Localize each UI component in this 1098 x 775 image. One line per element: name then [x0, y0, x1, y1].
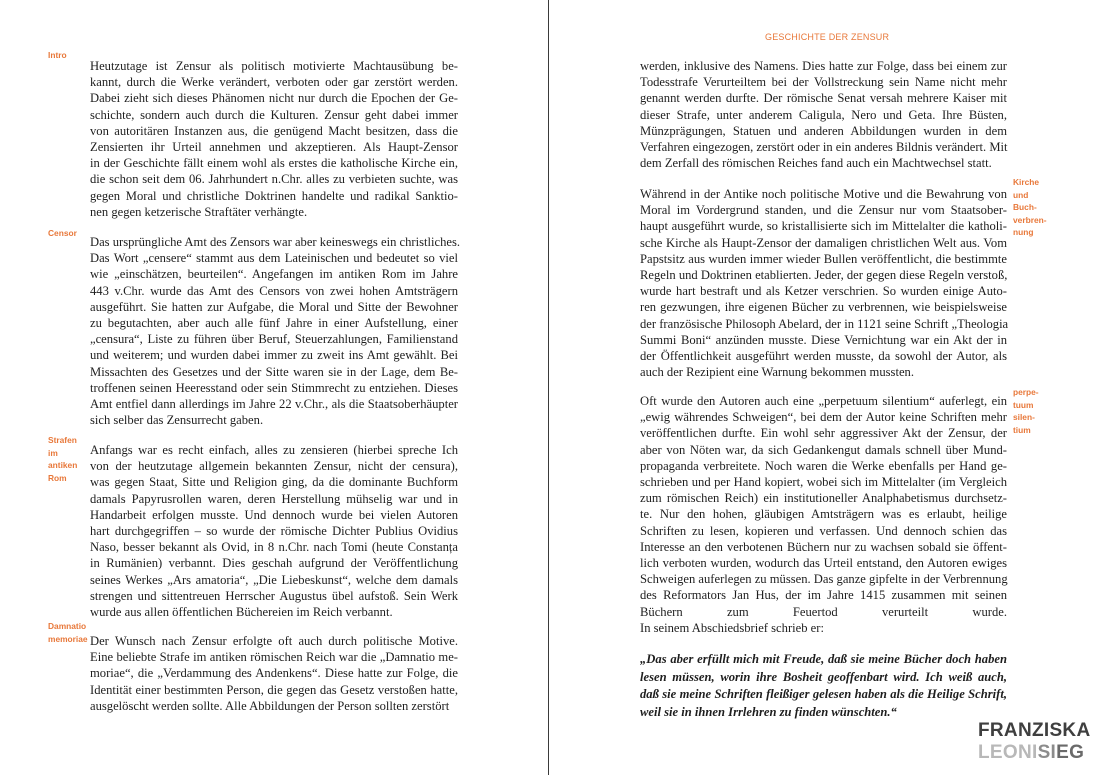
- text-line: sche Kirche als Haupt-Zensor der damaligen christlichen Welt aus. Vom: [640, 235, 1007, 250]
- right-page: [550, 0, 1098, 775]
- text-line: der Öffentlichkeit ausgeführt werden musste, da sowohl der Autor, als: [640, 349, 1007, 364]
- text-line: und weiterem; und wurden dabei immer zu zweit ins Amt gewählt. Bei: [90, 348, 458, 363]
- text-line: werden, inklusive des Namens. Dies hatte zur Folge, dass bei einem zur: [640, 59, 1007, 73]
- paragraph-damnatio: [90, 633, 458, 714]
- text-line: Schriften zu lesen, kopieren und verfassen. Und dennoch schien das: [640, 523, 1007, 538]
- text-line: des Reformators Jan Hus, der im Jahre 1415 zusammen mit seinen: [640, 588, 1007, 603]
- text-line: hart durchgegriffen – so wurde der römische Dichter Publius Ovidius: [90, 524, 458, 539]
- text-line: 443 v.Chr. wurde das Amt des Censors von zwei hohen Amtsträgern: [90, 283, 458, 298]
- text-line: Naso, besser bekannt als Ovid, in 8 n.Chr. nach Tomi (heute Constanța: [90, 540, 458, 555]
- margin-label-line: verbren-: [1013, 214, 1047, 225]
- text-line: dem Zerfall des römischen Reiches fand auch ein Machtwechsel statt.: [640, 156, 992, 171]
- text-line: kannt, durch die Werke verändert, verboten oder gar zerstört werden.: [90, 75, 458, 90]
- paragraph-censor: [90, 234, 461, 428]
- text-line: wurde hart bestraft und als Ketzer verschrien. So wurden einige Auto-: [640, 284, 1007, 299]
- margin-label-line: perpe-: [1013, 387, 1039, 397]
- text-line: Heutzutage ist Zensur als politisch motivierte Machtausübung be-: [90, 59, 458, 73]
- quote-line: lesen müssen, worin ihre Bosheit geoffenbart wird. Ich weiß auch,: [640, 669, 1007, 684]
- logo-last-name: LEONISIEG: [978, 742, 1085, 763]
- text-line: strengen und sittentreuen Herrscher Augustus übel aufstoß. Sein Werk: [90, 588, 458, 603]
- text-line: aber von Nöten war, da sich Gedankengut damals schnell über Mund-: [640, 442, 1007, 457]
- text-line: „ewig währendes Schweigen“, bei dem der Autor keine Schriften mehr: [640, 410, 1007, 425]
- text-line: schichte, sondern auch durch die Kulturen. Zensur geht dabei immer: [90, 107, 458, 122]
- margin-label-line: Rom: [48, 472, 67, 483]
- text-line: Büchern zum Feuertod verurteilt wurde.: [640, 604, 1007, 619]
- text-line: Oft wurde den Autoren auch eine „perpetuum silentium“ auferlegt, ein: [640, 394, 1007, 408]
- text-line: Schweigen auferlegen zu müssen. Das ganze gipfelte in der Verbrennung: [640, 572, 1008, 587]
- text-line: genannt werden durfte. Der römische Senat versah mehrere Kaiser mit: [640, 91, 1007, 106]
- margin-label-strafen: [48, 434, 92, 484]
- text-line: haupt ausgeführt wurde, so kristallisierte sich im Mittelalter die katholi-: [640, 219, 1007, 234]
- margin-label-line: Censor: [48, 228, 77, 238]
- text-line: propaganda verbreitete. Noch waren die Werke ebenfalls per Hand ge-: [640, 458, 1007, 473]
- text-line: der französische Philosoph Abelard, der in 1121 seine Schrift „Theologia: [640, 316, 1009, 331]
- margin-label-line: tium: [1013, 424, 1031, 435]
- paragraph-intro: [90, 58, 458, 220]
- margin-label-censor: [48, 227, 92, 240]
- text-line: in der Geschichte fällt einem wohl als erstes die katholische Kirche ein,: [90, 156, 458, 171]
- text-line: In seinem Abschiedsbrief schrieb er:: [640, 620, 824, 635]
- text-line: Das ursprüngliche Amt des Zensors war aber keineswegs ein christliches.: [90, 235, 461, 249]
- text-line: nen gegen ketzerische Straftäter verhängte.: [90, 204, 308, 219]
- text-line: die schon seit dem 06. Jahrhundert n.Chr. alles zu verbieten suchte, was: [90, 172, 458, 187]
- text-line: dieser Strafe, unter anderem Caligula, Nero und Geta. Ihre Büsten,: [640, 107, 1007, 122]
- text-line: Münzprägungen, Statuen und anderen Abbildungen wurden in dem: [640, 123, 1007, 138]
- margin-label-line: antiken: [48, 460, 78, 471]
- text-line: Während in der Antike noch politische Motive und die Bewahrung von: [640, 187, 1007, 201]
- text-line: Der Wunsch nach Zensur erfolgte oft auch durch politische Motive.: [90, 634, 458, 648]
- margin-label-line: Kirche: [1013, 177, 1040, 187]
- margin-label-line: Strafen: [48, 435, 77, 445]
- logo-first-name: FRANZISKA: [978, 720, 1091, 741]
- text-line: ren gezwungen, ihre eigenen Bücher zu verbrennen, wie beispielsweise: [640, 300, 1007, 315]
- text-line: Anfangs war es recht einfach, alles zu zensieren (hierbei spreche Ich: [90, 443, 458, 457]
- text-line: Das Wort „censere“ stammt aus dem Lateinischen und bedeutet so viel: [90, 251, 458, 266]
- text-line: Papstsitz aus wurden immer wieder Bullen veröffentlicht, die bestimmte: [640, 251, 1007, 266]
- text-line: damals Papyrusrollen waren, deren Herstellung mühselig war und in: [90, 491, 458, 506]
- text-line: te. Nur den hohen, gläubigen Amtsträgern was es erlaubt, heilige: [640, 507, 1007, 522]
- quote-line: weil sie in ihnen Irrlehren zu finden wünschten.“: [640, 704, 897, 719]
- text-line: zu begutachten, aber auch alle fünf Jahre in einer Aufstellung, einer: [90, 316, 458, 331]
- margin-label-line: Damnatio: [48, 621, 87, 631]
- text-line: lich verboten wurden, wodurch das Urteil entstand, den Autoren ewiges: [640, 556, 1007, 571]
- paragraph-strafen: [90, 442, 458, 620]
- text-line: ausgelöscht werden sollte. Alle Abbildungen der Person sollten zerstört: [90, 698, 450, 713]
- margin-label-line: Buch-: [1013, 202, 1037, 213]
- text-line: Zensierten ihr Urteil annehmen und akzeptieren. Als Haupt-Zensor: [90, 140, 458, 155]
- quote-line: „Das aber erfüllt mich mit Freude, daß sie meine Bücher doch haben: [640, 652, 1007, 666]
- paragraph-perpetuum: [640, 393, 1007, 636]
- text-line: ausgeführt. Sie hatten zur Aufgabe, die Moral und Sitte der Bewohner: [90, 299, 458, 314]
- hus-quote: [640, 651, 1007, 721]
- text-line: Summi Boni“ anzünden musste. Diese Vernichtung war ein Akt der in: [640, 332, 1007, 347]
- margin-label-line: memoriae: [48, 633, 88, 644]
- margin-label-intro: [48, 49, 92, 62]
- margin-label-damnatio: [48, 620, 92, 645]
- text-line: „censura“, Liste zu führen über Beruf, Steuerzahlungen, Familienstand: [90, 332, 458, 347]
- text-line: von der heutzutage allgemein bekannten Zensur, nicht der censura),: [90, 459, 458, 474]
- text-line: schrieben und per Hand kopiert, wobei sich im Mittelalter (im Vergleich: [640, 475, 1007, 490]
- text-line: veröffentlichen durfte. Ein wohl sehr aggressiver Akt der Zensur, der: [640, 426, 1007, 441]
- text-line: seines Werkes „Ars amatoria“, „Die Liebeskunst“, welche dem damals: [90, 572, 458, 587]
- margin-label-line: Intro: [48, 50, 67, 60]
- margin-label-perpetuum: [1013, 386, 1057, 436]
- text-line: Handarbeit erfolgen musste. Und dennoch wurde bei vielen Autoren: [90, 507, 458, 522]
- text-line: gegen Moral und christliche Doktrinen handelte und radikal Sanktio-: [90, 188, 458, 203]
- text-line: Eine beliebte Strafe im antiken römischen Reich war die „Damnatio me-: [90, 650, 458, 665]
- text-line: Missachten des Gesetzes und der Sitte waren sie in der Lage, dem Be-: [90, 364, 458, 379]
- margin-label-line: silen-: [1013, 412, 1035, 423]
- text-line: in Rumänien) verbannt. Dies geschah aufgrund der Veröffentlichung: [90, 556, 458, 571]
- text-line: Interesse an den verbotenen Büchern nur zu wachsen sobald sie öffent-: [640, 539, 1007, 554]
- text-line: Identität einer bestimmten Person, die gegen das Gesetz verstoßen hatte,: [90, 682, 458, 697]
- text-line: Verfahren eingezogen, zerstört oder in ein anderes Bildnis verändert. Mit: [640, 140, 1008, 155]
- text-line: Regeln und Doktrinen etablierten. Jeder, der gegen diese Regeln verstoß,: [640, 268, 1008, 283]
- text-line: wurde aus allen öffentlichen Büchereien im Reich verbannt.: [90, 605, 393, 620]
- text-line: sich selber das Zensurrecht gaben.: [90, 413, 264, 428]
- text-line: troffenen seinen Heeresstand oder sein Stimmrecht zu entziehen. Dieses: [90, 380, 458, 395]
- paragraph-continuation: [640, 58, 1007, 171]
- text-line: Amt entfiel dann allerdings im Jahre 22 v.Chr., als die Staatsoberhäupter: [90, 397, 458, 412]
- text-line: Dabei zieht sich dieses Phänomen nicht nur durch die Epochen der Ge-: [90, 91, 458, 106]
- margin-label-line: und: [1013, 189, 1029, 200]
- author-logo: [978, 720, 1090, 764]
- margin-label-kirche: [1013, 176, 1057, 239]
- margin-label-line: tuum: [1013, 399, 1034, 410]
- running-header: GESCHICHTE DER ZENSUR: [765, 32, 890, 42]
- text-line: Todesstrafe Verurteiltem bei der Vollstreckung sein Name nicht mehr: [640, 75, 1007, 90]
- quote-line: daß sie meine Schriften fleißiger gelesen haben als die Heilige Schrift,: [640, 687, 1007, 701]
- text-line: Moral im Vordergrund standen, und die Zensur nur vom Staatsober-: [640, 203, 1007, 218]
- text-line: was gegen Staat, Sitte und Religion ging, da die dominante Buchform: [90, 475, 458, 490]
- text-line: moriae“, die „Verdammung des Andenkens“. Diese hatte zur Folge, die: [90, 666, 458, 681]
- paragraph-kirche: [640, 186, 1007, 380]
- margin-label-line: nung: [1013, 227, 1034, 238]
- text-line: zum römischen Reich) ein institutioneller Analphabetismus durchsetz-: [640, 491, 1007, 506]
- margin-label-line: im: [48, 447, 58, 458]
- text-line: auch der Rezipient eine Warnung bekommen mussten.: [640, 365, 914, 380]
- text-line: wie „einschätzen, beurteilen“. Angefangen im antiken Rom im Jahre: [90, 267, 458, 282]
- text-line: von autoritären Instanzen aus, die genügend Macht besitzen, dass die: [90, 123, 458, 138]
